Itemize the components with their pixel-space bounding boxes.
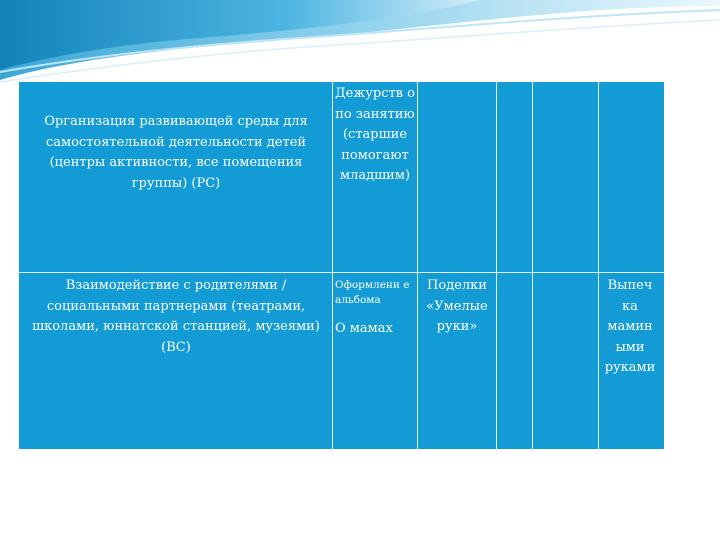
table-divider [598, 82, 599, 449]
cell-text: Дежурств о по занятию (старшие помогают младшим) [335, 86, 415, 183]
cell-text: О мамах [335, 321, 393, 336]
table-divider [532, 82, 533, 449]
table-divider [417, 82, 418, 449]
activity-cell [27, 112, 325, 194]
cell-text: Оформлени е альбома [335, 279, 410, 306]
table-cell [602, 276, 658, 379]
table-cell [335, 278, 415, 340]
activity-cell [29, 276, 323, 358]
cell-text: Выпеч ка мамин ыми руками [604, 278, 656, 375]
table-cell [333, 84, 417, 187]
table-cell [418, 276, 496, 338]
activity-label: Взаимодействие с родителями / социальными партнерами (театрами, школами, юннатской станцией, музеями) (ВС) [32, 278, 320, 355]
cell-text: Поделки «Умелые руки» [426, 278, 488, 334]
table-divider [19, 272, 664, 273]
table-divider [496, 82, 497, 449]
plan-table [19, 82, 664, 449]
activity-label: Организация развивающей среды для самостоятельной деятельности детей (центры активности, все помещения группы) (РС) [44, 114, 308, 191]
